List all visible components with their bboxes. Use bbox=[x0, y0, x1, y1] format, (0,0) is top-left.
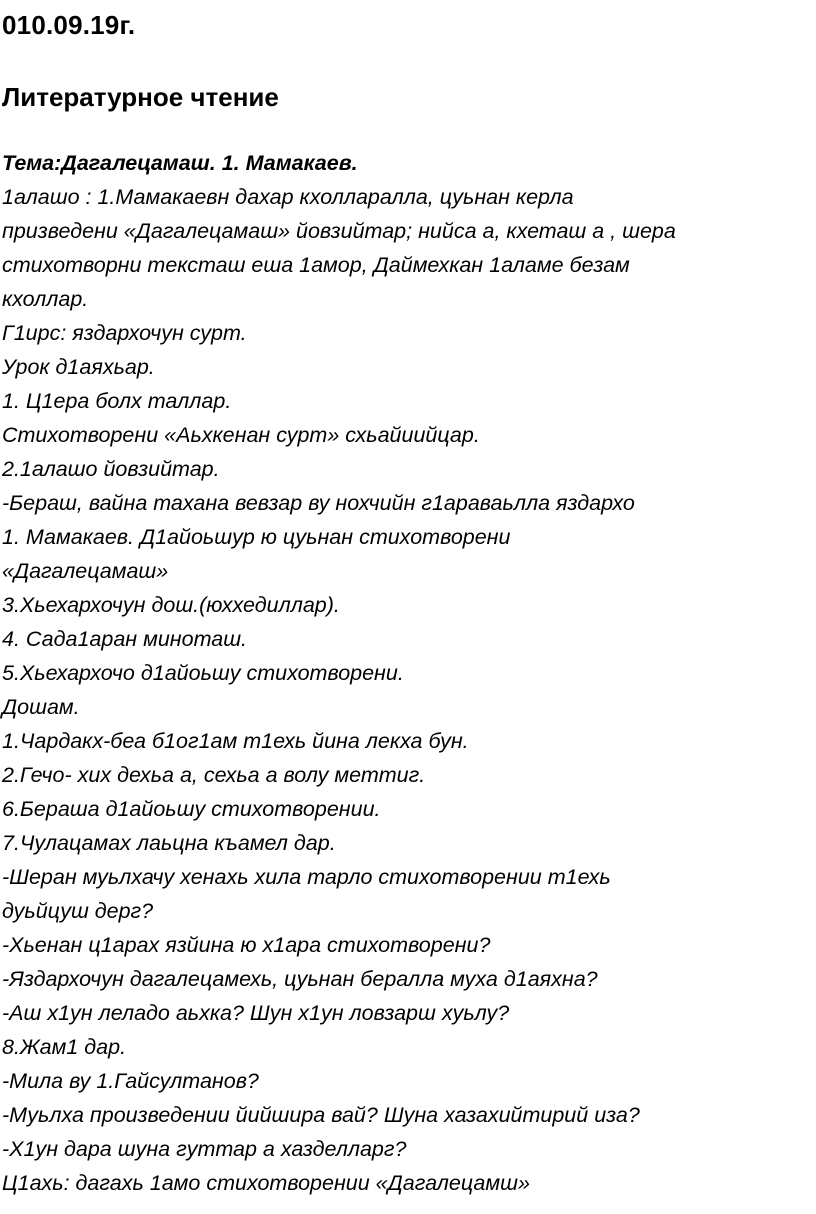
question-line: -Мила ву 1.Гайсултанов? bbox=[2, 1069, 259, 1093]
lesson-step-line: 1. Ц1ера болх таллар. bbox=[2, 389, 232, 413]
document-page bbox=[2, 8, 812, 1200]
vocabulary-line: 2.Гечо- хих дехьа а, сехьа а волу меттиг. bbox=[2, 763, 426, 787]
lesson-section-heading: Дошам. bbox=[2, 695, 80, 719]
lesson-step-line: 2.1алашо йовзийтар. bbox=[2, 457, 220, 481]
document-date: 010.09.19г. bbox=[2, 10, 136, 40]
lesson-section-heading: Урок д1аяхьар. bbox=[2, 355, 155, 379]
lesson-goal-line: 1алашо : 1.Мамакаевн дахар кхолларалла, цуьнан керла bbox=[2, 185, 574, 209]
document-subject-title: Литературное чтение bbox=[2, 82, 279, 112]
lesson-step-line: 5.Хьехархочо д1айоьшу стихотворени. bbox=[2, 661, 404, 685]
lesson-goal-line: призведени «Дагалецамаш» йовзийтар; нийса а, кхеташ а , шера bbox=[2, 219, 676, 243]
lesson-step-line: 1. Мамакаев. Д1айоьшур ю цуьнан стихотворени bbox=[2, 525, 511, 549]
question-line: -Аш х1ун леладо аьхка? Шун х1ун ловзарш хуьлу? bbox=[2, 1001, 510, 1025]
lesson-step-line: 6.Бераша д1айоьшу стихотворении. bbox=[2, 797, 381, 821]
lesson-step-line: Стихотворени «Аьхкенан сурт» схьайиийцар. bbox=[2, 423, 480, 447]
question-line: -Шеран муьлхачу хенахь хила тарло стихотворении т1ехь bbox=[2, 865, 611, 889]
lesson-step-line: 3.Хьехархочун дош.(юххедиллар). bbox=[2, 593, 340, 617]
vocabulary-line: 1.Чардакх-беа б1ог1ам т1ехь йина лекха бун. bbox=[2, 729, 469, 753]
lesson-step-line: «Дагалецамаш» bbox=[2, 559, 169, 583]
question-line: -Муьлха произведении йийшира вай? Шуна хазахийтирий иза? bbox=[2, 1103, 640, 1127]
lesson-step-line: 8.Жам1 дар. bbox=[2, 1035, 127, 1059]
lesson-step-line: 4. Сада1аран миноташ. bbox=[2, 627, 248, 651]
lesson-step-line: 7.Чулацамах лаьцна къамел дар. bbox=[2, 831, 336, 855]
lesson-goal-line: стихотворни тексташ еша 1амор, Даймехкан 1аламе безам bbox=[2, 253, 630, 277]
lesson-plan-body bbox=[2, 146, 812, 1200]
question-line: -Х1ун дара шуна гуттар а хазделларг? bbox=[2, 1137, 407, 1161]
question-line: дуьйцуш дерг? bbox=[2, 899, 154, 923]
homework-line: Ц1ахь: дагахь 1амо стихотворении «Дагалецамш» bbox=[2, 1171, 530, 1195]
lesson-equipment-line: Г1ирс: яздархочун сурт. bbox=[2, 321, 247, 345]
lesson-goal-line: кхоллар. bbox=[2, 287, 89, 311]
question-line: -Хьенан ц1арах язйина ю х1ара стихотворени? bbox=[2, 933, 491, 957]
lesson-step-line: -Бераш, вайна тахана вевзар ву нохчийн г1араваьлла яздархо bbox=[2, 491, 635, 515]
lesson-topic: Тема:Дагалецамаш. 1. Мамакаев. bbox=[2, 151, 358, 175]
question-line: -Яздархочун дагалецамехь, цуьнан бералла муха д1аяхна? bbox=[2, 967, 598, 991]
